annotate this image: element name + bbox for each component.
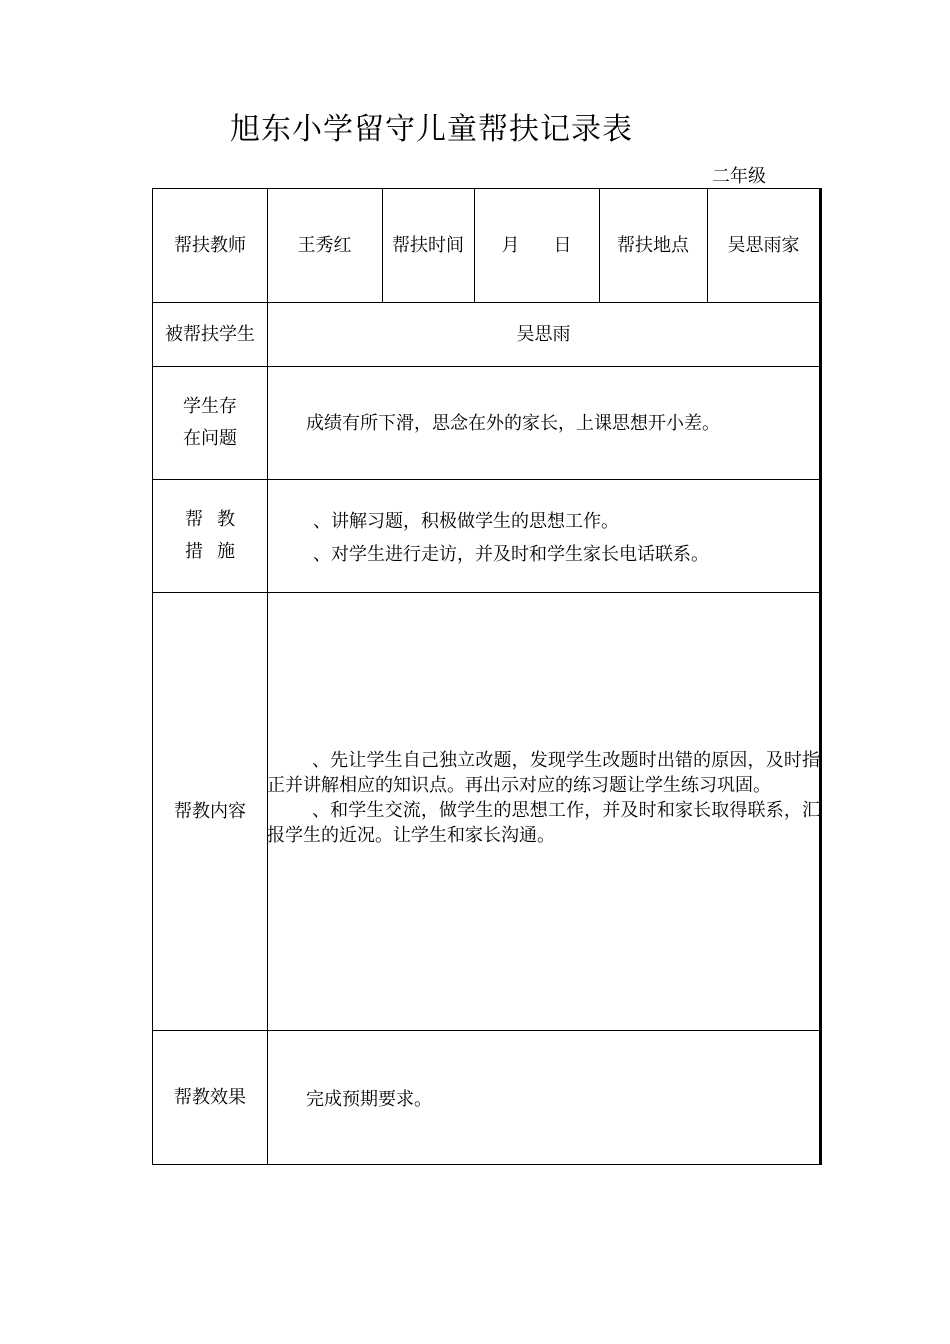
measures-label-line2: 措施 (185, 541, 249, 562)
measure-item: 、讲解习题，积极做学生的思想工作。 (313, 511, 619, 532)
student-value: 吴思雨 (516, 323, 571, 345)
teacher-label: 帮扶教师 (174, 234, 246, 256)
measures-label-line1: 帮教 (185, 509, 249, 530)
problem-label-line1: 学生存 (183, 396, 237, 417)
time-value (474, 189, 599, 302)
time-label: 帮扶时间 (392, 234, 464, 256)
student-label: 被帮扶学生 (165, 323, 255, 345)
day-label: 日 (553, 234, 572, 256)
place-value: 吴思雨家 (727, 234, 800, 256)
problem-label-line2: 在问题 (183, 428, 237, 449)
record-form-table (152, 188, 822, 1165)
content-paragraph: 、先让学生自己独立改题，发现学生改题时出错的原因，及时指正并讲解相应的知识点。再出示对应的练习题让学生练习巩固。 (267, 750, 820, 796)
measures-label (153, 480, 267, 592)
effect-value: 完成预期要求。 (306, 1089, 432, 1110)
effect-label: 帮教效果 (174, 1087, 246, 1108)
teacher-value: 王秀红 (297, 234, 352, 256)
content-body (267, 748, 820, 848)
form-title: 旭东小学留守儿童帮扶记录表 (230, 112, 633, 147)
problem-label (153, 367, 267, 479)
content-label: 帮教内容 (174, 800, 246, 822)
grade-label: 二年级 (712, 166, 766, 187)
content-paragraph: 、和学生交流，做学生的思想工作，并及时和家长取得联系，汇报学生的近况。让学生和家长沟通。 (267, 800, 820, 846)
month-label: 月 (501, 234, 520, 256)
measure-item: 、对学生进行走访，并及时和学生家长电话联系。 (313, 544, 709, 565)
problem-value: 成绩有所下滑，思念在外的家长，上课思想开小差。 (306, 413, 720, 434)
place-label: 帮扶地点 (617, 234, 689, 256)
